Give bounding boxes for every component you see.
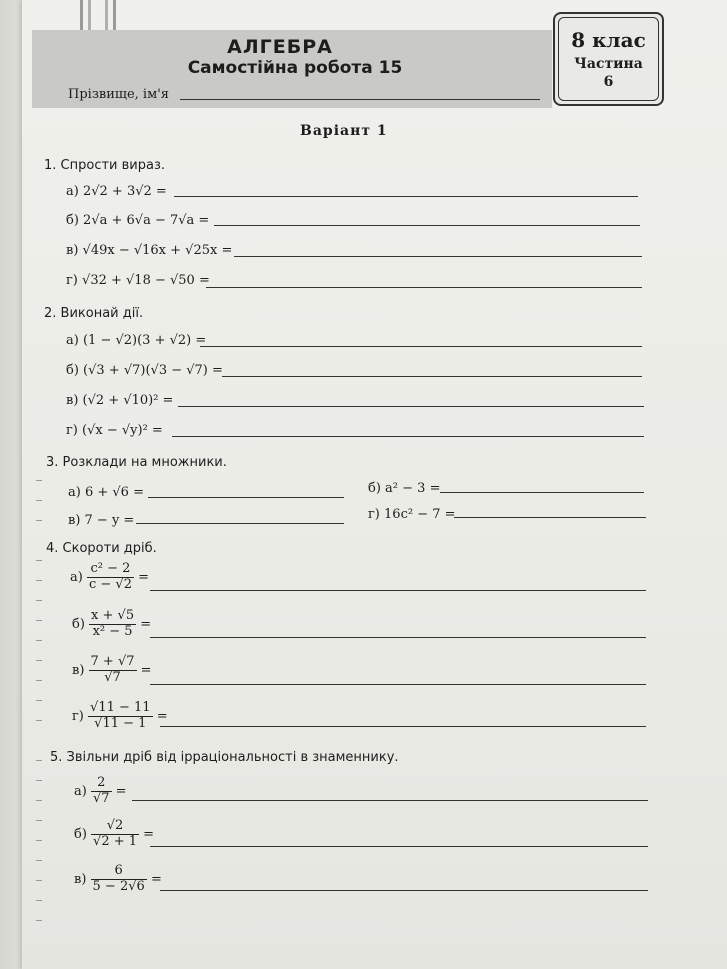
answer-line-3d[interactable]	[454, 517, 646, 518]
answer-line-1d[interactable]	[206, 287, 642, 288]
task-3b: б) a² − 3 =	[368, 481, 441, 496]
task-5c: в) $\frac{6}{5 - 2√6}$ =	[74, 863, 162, 894]
task-4a: а) $\frac{\text{c² − 2}}{c - √2}$ =	[70, 561, 150, 592]
variant-title: Варіант 1	[300, 123, 388, 139]
answer-line-4b[interactable]	[150, 637, 646, 638]
answer-line-5a[interactable]	[132, 800, 648, 801]
answer-line-5c[interactable]	[160, 890, 648, 891]
task-4-title: 4. Скороти дріб.	[46, 541, 157, 556]
answer-line-2a[interactable]	[200, 346, 642, 347]
task-4b: б) $\frac{x + √5}{\text{x² − 5}}$ =	[72, 608, 152, 639]
answer-line-2b[interactable]	[222, 376, 642, 377]
name-field[interactable]	[180, 99, 540, 100]
task-3-title: 3. Розклади на множники.	[46, 455, 227, 470]
task-1a: а) 2√2 + 3√2 =	[66, 184, 167, 199]
task-5a: а) $\frac{2}{√7}$ =	[74, 775, 127, 806]
task-2b: б) (√3 + √7)(√3 − √7) =	[66, 363, 223, 378]
task-2a: а) (1 − √2)(3 + √2) =	[66, 333, 207, 348]
task-1d: г) √32 + √18 − √50 =	[66, 273, 210, 288]
task-5-title: 5. Звільни дріб від ірраціональності в знаменнику.	[50, 750, 399, 765]
answer-line-4d[interactable]	[160, 726, 646, 727]
task-2c: в) (√2 + √10)² =	[66, 393, 174, 408]
answer-line-4c[interactable]	[150, 684, 646, 685]
answer-line-2d[interactable]	[172, 436, 644, 437]
answer-line-3b[interactable]	[440, 492, 644, 493]
task-4c: в) $\frac{7 + √7}{√7}$ =	[72, 654, 152, 685]
task-1b: б) 2√a + 6√a − 7√a =	[66, 213, 210, 228]
task-4d: г) $\frac{√11 - 11}{√11 - 1}$ =	[72, 700, 168, 731]
answer-line-1a[interactable]	[174, 196, 638, 197]
grade-label: 8 клас	[571, 28, 646, 52]
answer-line-1b[interactable]	[214, 225, 640, 226]
grade-box	[553, 12, 664, 106]
answer-line-1c[interactable]	[234, 256, 642, 257]
answer-line-2c[interactable]	[178, 406, 644, 407]
task-2-title: 2. Виконай дії.	[44, 306, 144, 321]
answer-line-5b[interactable]	[150, 846, 648, 847]
answer-line-3c[interactable]	[136, 523, 344, 524]
task-2d: г) (√x − √y)² =	[66, 423, 163, 438]
answer-line-4a[interactable]	[150, 590, 646, 591]
work-title: Самостійна робота 15	[187, 58, 403, 78]
task-1c: в) √49x − √16x + √25x =	[66, 243, 233, 258]
task-5b: б) $\frac{√2}{√2 + 1}$ =	[74, 818, 155, 849]
subject-title: АЛГЕБРА	[227, 36, 333, 58]
task-1-title: 1. Спрости вираз.	[44, 158, 165, 173]
answer-line-3a[interactable]	[148, 497, 344, 498]
task-3c: в) 7 − y =	[68, 513, 135, 528]
task-3a: а) 6 + √6 =	[68, 485, 144, 500]
name-label: Прізвище, ім'я	[68, 87, 169, 102]
part-number: 6	[603, 74, 614, 90]
part-label: Частина	[574, 56, 643, 72]
task-3d: г) 16c² − 7 =	[368, 507, 456, 522]
